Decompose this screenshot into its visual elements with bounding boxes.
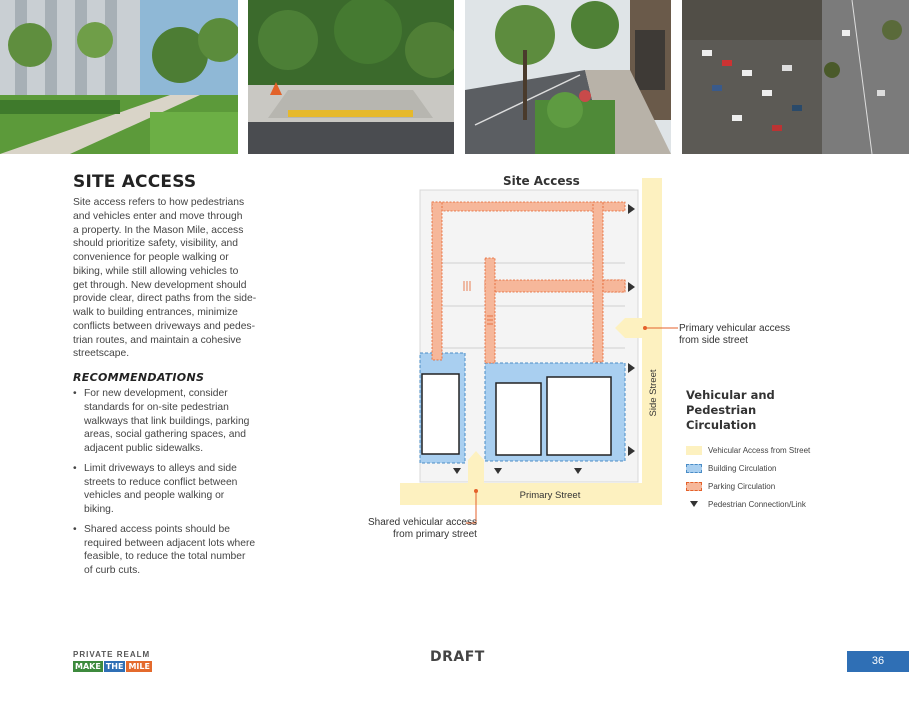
footer-section-label: PRIVATE REALM xyxy=(73,650,151,659)
legend-item-parking: Parking Circulation xyxy=(686,477,816,495)
legend xyxy=(686,388,816,513)
side-street xyxy=(642,178,662,505)
parking-spine-center xyxy=(485,258,495,363)
primary-street-label: Primary Street xyxy=(519,490,581,501)
intro-paragraph: Site access refers to how pedestrians and vehicles enter and move through a property. In the Mason Mile, access should prioritize safety, visibility, and convenience for people walking or biking, while still allowing vehicles to get through. New development should provide clear, direct paths from the side- walk to building entrances, minimize conflicts between driveways and pedes- trian routes, and maintain a cohesive streetscape. xyxy=(73,197,257,360)
page-number: 36 xyxy=(847,651,909,672)
parking-spine-west xyxy=(432,202,442,360)
make-the-mile-logo: MAKE THE MILE xyxy=(75,662,150,671)
diagram-title: Site Access xyxy=(503,174,580,188)
callout-primary-access: Primary vehicular access from side street xyxy=(679,323,791,346)
photo-sidewalk-street xyxy=(465,0,671,154)
street-swatch-icon xyxy=(686,446,702,455)
photo-curb-ramp xyxy=(248,0,454,154)
legend-item-building: Building Circulation xyxy=(686,459,816,477)
building-west xyxy=(422,374,459,454)
side-street-entry xyxy=(625,318,645,338)
parking-spine-east xyxy=(593,202,603,362)
section-title: SITE ACCESS xyxy=(73,172,197,192)
list-item: • Shared access points should be required between adjacent lots where feasible, to reduce the total number of curb cuts. xyxy=(73,523,263,578)
building-swatch-icon xyxy=(686,464,702,473)
legend-item-street: Vehicular Access from Street xyxy=(686,441,816,459)
draft-label: DRAFT xyxy=(430,649,485,665)
parking-swatch-icon xyxy=(686,482,702,491)
side-street-label: Side Street xyxy=(648,369,659,417)
callout-shared-access: Shared vehicular access from primary street xyxy=(368,517,477,540)
list-item: • Limit driveways to alleys and side streets to reduce conflict between vehicles and people walking or biking. xyxy=(73,462,263,517)
legend-title: Vehicular and Pedestrian Circulation xyxy=(686,388,775,432)
legend-item-pedestrian: Pedestrian Connection/Link xyxy=(686,495,816,513)
triangle-icon xyxy=(686,500,702,509)
photo-parking-aerial xyxy=(682,0,909,154)
building-east xyxy=(547,377,611,455)
parking-aisle-east xyxy=(603,280,625,292)
list-item: • For new development, consider standards for on-site pedestrian walkways that link buildings, parking areas, social gathering spaces, and adjacent public sidewalks. xyxy=(73,387,263,456)
photo-walkway xyxy=(0,0,238,154)
recommendations-title: RECOMMENDATIONS xyxy=(73,371,205,384)
primary-street-entry xyxy=(468,460,484,485)
building-center xyxy=(496,383,541,455)
recommendations-list xyxy=(73,387,263,584)
